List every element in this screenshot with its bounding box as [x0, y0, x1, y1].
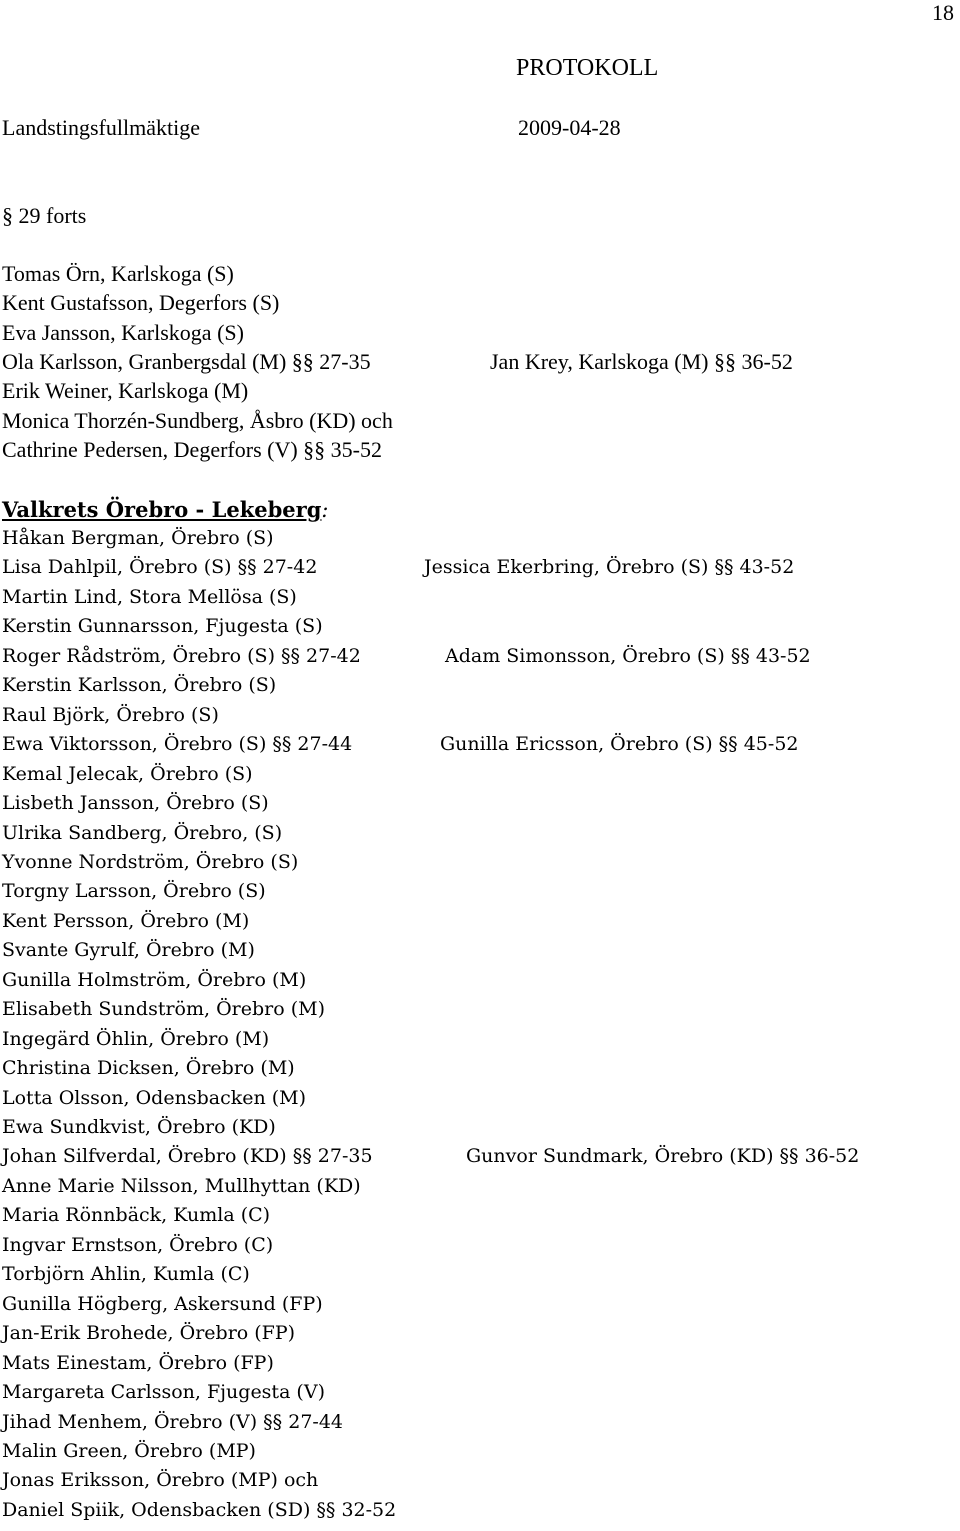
- attendee-entry: Gunilla Holmström, Örebro (M): [2, 968, 307, 991]
- attendee-entry: Yvonne Nordström, Örebro (S): [2, 850, 299, 873]
- attendee-entry: Raul Björk, Örebro (S): [2, 703, 219, 726]
- attendee-entry: Lotta Olsson, Odensbacken (M): [2, 1086, 307, 1109]
- district-name: Valkrets Örebro - Lekeberg: [2, 497, 322, 522]
- substitute-entry: Gunilla Ericsson, Örebro (S) §§ 45-52: [440, 733, 799, 756]
- attendee-entry: Elisabeth Sundström, Örebro (M): [2, 998, 325, 1021]
- attendee-entry: Svante Gyrulf, Örebro (M): [2, 939, 255, 962]
- attendee-entry: Monica Thorzén-Sundberg, Åsbro (KD) och: [2, 407, 393, 433]
- attendee-entry: Ingvar Ernstson, Örebro (C): [2, 1233, 274, 1256]
- substitute-entry: Gunvor Sundmark, Örebro (KD) §§ 36-52: [466, 1145, 860, 1168]
- attendee-entry: Lisa Dahlpil, Örebro (S) §§ 27-42: [2, 556, 318, 579]
- attendee-entry: Torbjörn Ahlin, Kumla (C): [2, 1263, 250, 1286]
- substitute-entry: Jessica Ekerbring, Örebro (S) §§ 43-52: [424, 556, 795, 579]
- meeting-date: 2009-04-28: [518, 115, 621, 140]
- attendee-entry: Tomas Örn, Karlskoga (S): [2, 261, 234, 286]
- attendee-entry: Eva Jansson, Karlskoga (S): [2, 319, 244, 345]
- attendee-entry: Margareta Carlsson, Fjugesta (V): [2, 1381, 325, 1404]
- attendee-entry: Ola Karlsson, Granbergsdal (M) §§ 27-35: [2, 348, 371, 374]
- attendee-entry: Kent Gustafsson, Degerfors (S): [2, 290, 280, 316]
- attendee-entry: Jihad Menhem, Örebro (V) §§ 27-44: [2, 1410, 343, 1433]
- attendee-entry: Håkan Bergman, Örebro (S): [2, 527, 274, 549]
- attendee-entry: Roger Rådström, Örebro (S) §§ 27-42: [2, 644, 361, 667]
- attendee-entry: Ewa Viktorsson, Örebro (S) §§ 27-44: [2, 733, 353, 756]
- attendee-entry: Lisbeth Jansson, Örebro (S): [2, 792, 269, 815]
- attendee-entry: Ulrika Sandberg, Örebro, (S): [2, 821, 283, 844]
- attendee-entry: Kent Persson, Örebro (M): [2, 909, 250, 932]
- substitute-entry: Jan Krey, Karlskoga (M) §§ 36-52: [490, 348, 793, 374]
- attendee-entry: Torgny Larsson, Örebro (S): [2, 880, 266, 903]
- attendee-entry: Erik Weiner, Karlskoga (M): [2, 378, 249, 404]
- attendee-entry: Ewa Sundkvist, Örebro (KD): [2, 1116, 276, 1138]
- attendee-entry: Kerstin Karlsson, Örebro (S): [2, 674, 277, 697]
- substitute-entry: Adam Simonsson, Örebro (S) §§ 43-52: [445, 644, 811, 667]
- attendee-entry: Johan Silfverdal, Örebro (KD) §§ 27-35: [2, 1145, 373, 1168]
- organization-name: Landstingsfullmäktige: [2, 115, 200, 140]
- attendee-entry: Cathrine Pedersen, Degerfors (V) §§ 35-52: [2, 436, 382, 462]
- section-heading: § 29 forts: [2, 203, 87, 228]
- page-number: 18: [932, 0, 954, 25]
- attendee-entry: Ingegärd Öhlin, Örebro (M): [2, 1027, 270, 1050]
- attendee-entry: Kemal Jelecak, Örebro (S): [2, 762, 253, 785]
- attendee-entry: Maria Rönnbäck, Kumla (C): [2, 1204, 271, 1227]
- attendee-entry: Anne Marie Nilsson, Mullhyttan (KD): [2, 1174, 361, 1197]
- attendee-entry: Martin Lind, Stora Mellösa (S): [2, 585, 297, 608]
- document-title: PROTOKOLL: [516, 55, 659, 81]
- district-colon: :: [321, 498, 329, 522]
- attendee-entry: Daniel Spiik, Odensbacken (SD) §§ 32-52: [2, 1498, 397, 1521]
- attendee-entry: Mats Einestam, Örebro (FP): [2, 1351, 274, 1374]
- attendee-entry: Jan-Erik Brohede, Örebro (FP): [2, 1322, 296, 1345]
- attendee-entry: Christina Dicksen, Örebro (M): [2, 1057, 295, 1080]
- attendee-entry: Gunilla Högberg, Askersund (FP): [2, 1292, 323, 1315]
- attendee-entry: Kerstin Gunnarsson, Fjugesta (S): [2, 615, 323, 638]
- district-heading: [2, 497, 328, 522]
- attendee-entry: Malin Green, Örebro (MP): [2, 1439, 256, 1462]
- attendee-entry: Jonas Eriksson, Örebro (MP) och: [2, 1469, 319, 1492]
